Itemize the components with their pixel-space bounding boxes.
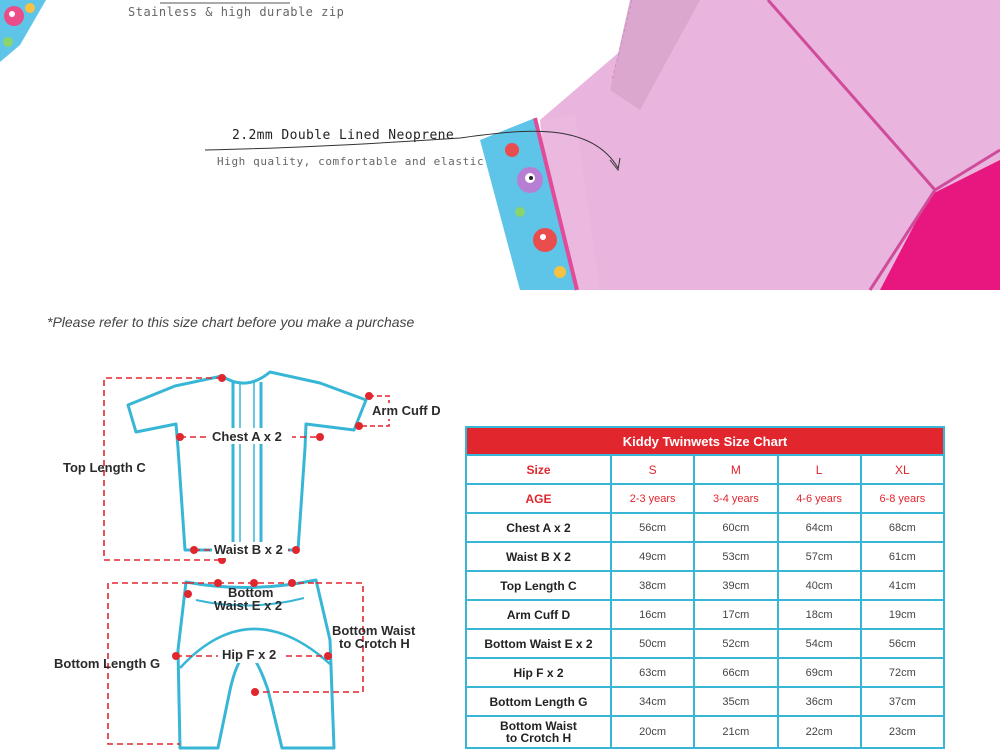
table-cell: 63cm (611, 658, 694, 687)
row-label: Waist B X 2 (466, 542, 611, 571)
label-bottom-to-crotch-1: Bottom Waist (332, 623, 416, 638)
table-cell: 23cm (861, 716, 944, 748)
wetsuit-closeup-image (0, 0, 1000, 300)
top-garment-outline (128, 372, 366, 550)
age-cell: 3-4 years (694, 484, 777, 513)
table-cell: 40cm (778, 571, 861, 600)
table-cell: 38cm (611, 571, 694, 600)
table-cell: 39cm (694, 571, 777, 600)
row-label: Hip F x 2 (466, 658, 611, 687)
table-row (466, 658, 944, 687)
table-cell: 52cm (694, 629, 777, 658)
table-cell: 49cm (611, 542, 694, 571)
table-cell: 54cm (778, 629, 861, 658)
row-label: Chest A x 2 (466, 513, 611, 542)
table-cell: 37cm (861, 687, 944, 716)
size-col: S (611, 455, 694, 484)
row-label-line1: Bottom Waist (500, 719, 577, 733)
size-col: L (778, 455, 861, 484)
pattern-fragment-topleft (0, 0, 46, 62)
table-cell: 16cm (611, 600, 694, 629)
table-cell: 57cm (778, 542, 861, 571)
size-chart-table (465, 426, 945, 749)
top-measure-lines (104, 378, 389, 560)
zip-subtitle: Stainless & high durable zip (128, 5, 345, 19)
table-row (466, 629, 944, 658)
table-cell: 64cm (778, 513, 861, 542)
table-cell: 21cm (694, 716, 777, 748)
table-row (466, 600, 944, 629)
top-measure-points (176, 374, 373, 564)
size-col: XL (861, 455, 944, 484)
label-bottom-waist-1: Bottom (228, 585, 274, 600)
label-chest: Chest A x 2 (212, 429, 282, 444)
table-cell: 19cm (861, 600, 944, 629)
age-row (466, 484, 944, 513)
label-bottom-waist-2: Waist E x 2 (214, 598, 283, 613)
table-cell: 68cm (861, 513, 944, 542)
table-row (466, 687, 944, 716)
table-cell: 20cm (611, 716, 694, 748)
measurement-diagram (40, 360, 460, 756)
size-header-label: Size (466, 455, 611, 484)
product-banner (0, 0, 1000, 300)
label-bottom-to-crotch-2: to Crotch H (339, 636, 410, 651)
row-label (466, 716, 611, 748)
size-col: M (694, 455, 777, 484)
label-bottom-length: Bottom Length G (54, 656, 161, 671)
size-header-row (466, 455, 944, 484)
row-label: Arm Cuff D (466, 600, 611, 629)
wetsuit-body (480, 0, 1000, 290)
table-cell: 50cm (611, 629, 694, 658)
table-cell: 69cm (778, 658, 861, 687)
table-cell: 72cm (861, 658, 944, 687)
table-row (466, 513, 944, 542)
table-row (466, 716, 944, 748)
table-cell: 41cm (861, 571, 944, 600)
table-cell: 36cm (778, 687, 861, 716)
row-label: Bottom Waist E x 2 (466, 629, 611, 658)
row-label: Top Length C (466, 571, 611, 600)
table-cell: 56cm (861, 629, 944, 658)
table-cell: 60cm (694, 513, 777, 542)
table-row (466, 571, 944, 600)
table-cell: 35cm (694, 687, 777, 716)
label-arm-cuff: Arm Cuff D (372, 403, 441, 418)
table-cell: 53cm (694, 542, 777, 571)
age-cell: 6-8 years (861, 484, 944, 513)
table-cell: 18cm (778, 600, 861, 629)
neoprene-subtitle: High quality, comfortable and elastic (217, 155, 485, 168)
row-label-line2: to Crotch H (505, 731, 572, 745)
age-cell: 4-6 years (778, 484, 861, 513)
table-cell: 22cm (778, 716, 861, 748)
label-waist: Waist B x 2 (214, 542, 283, 557)
size-chart-note: *Please refer to this size chart before you make a purchase (47, 314, 415, 330)
age-label: AGE (466, 484, 611, 513)
size-chart-title: Kiddy Twinwets Size Chart (466, 427, 944, 455)
table-row (466, 542, 944, 571)
row-label: Bottom Length G (466, 687, 611, 716)
table-cell: 61cm (861, 542, 944, 571)
table-cell: 17cm (694, 600, 777, 629)
table-cell: 56cm (611, 513, 694, 542)
neoprene-title: 2.2mm Double Lined Neoprene (232, 128, 455, 143)
table-cell: 66cm (694, 658, 777, 687)
label-top-length: Top Length C (63, 460, 146, 475)
age-cell: 2-3 years (611, 484, 694, 513)
table-cell: 34cm (611, 687, 694, 716)
label-hip: Hip F x 2 (222, 647, 277, 662)
